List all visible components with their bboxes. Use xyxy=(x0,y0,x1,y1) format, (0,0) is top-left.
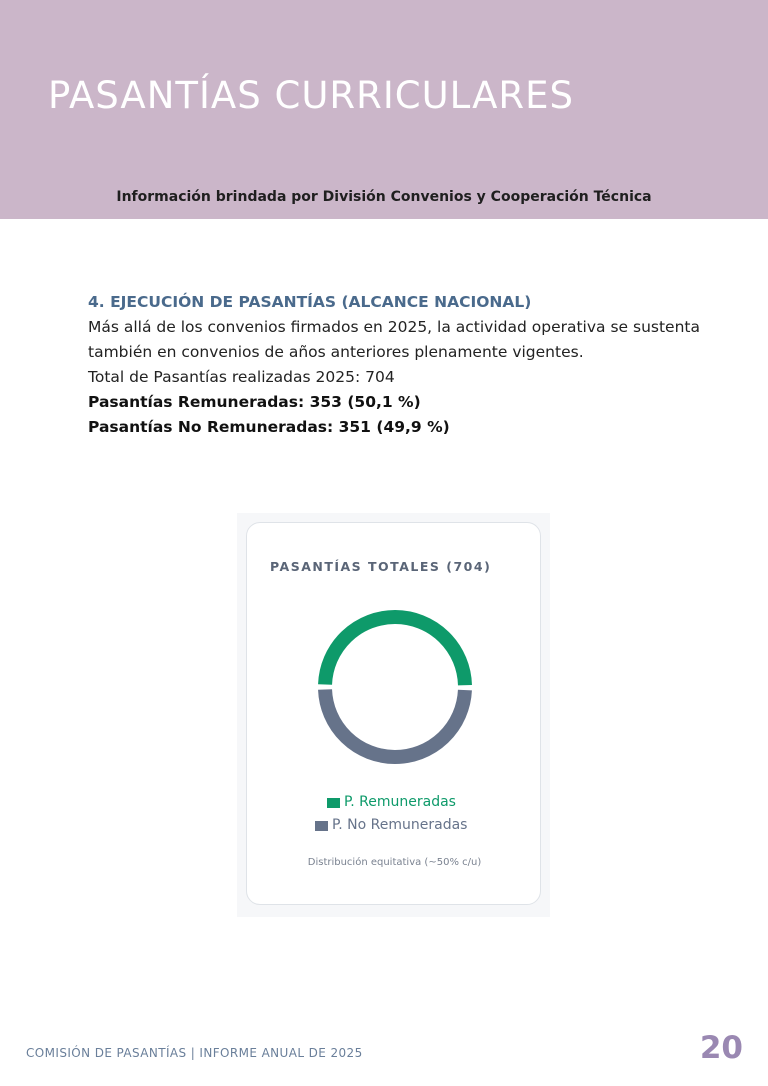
header-banner xyxy=(0,0,768,219)
legend-item-unpaid xyxy=(247,814,542,837)
chart-title: PASANTÍAS TOTALES (704) xyxy=(270,559,492,574)
chart-note: Distribución equitativa (~50% c/u) xyxy=(307,857,482,868)
section-4 xyxy=(88,290,738,440)
donut-slice-paid xyxy=(325,617,465,685)
unpaid-line: Pasantías No Remuneradas: 351 (49,9 %) xyxy=(88,418,450,436)
section-paragraph: Más allá de los convenios firmados en 2025, la actividad operativa se sustenta también en convenios de años anteriores plenamente vigentes. xyxy=(88,318,700,361)
paid-line: Pasantías Remuneradas: 353 (50,1 %) xyxy=(88,393,421,411)
page-subtitle: Información brindada por División Convenios y Cooperación Técnica xyxy=(116,189,652,205)
footer-text: COMISIÓN DE PASANTÍAS | INFORME ANUAL DE 2025 xyxy=(26,1046,363,1060)
legend-swatch-paid xyxy=(327,798,340,808)
legend-label-unpaid: P. No Remuneradas xyxy=(332,817,468,833)
legend-label-paid: P. Remuneradas xyxy=(344,794,456,810)
donut-chart xyxy=(247,523,542,783)
legend-swatch-unpaid xyxy=(315,821,328,831)
donut-slice-unpaid xyxy=(325,689,465,757)
page-title: PASANTÍAS CURRICULARES xyxy=(48,74,574,117)
legend-item-paid xyxy=(247,791,542,814)
section-heading: 4. EJECUCIÓN DE PASANTÍAS (ALCANCE NACIONAL) xyxy=(88,293,532,311)
page-number: 20 xyxy=(699,1030,743,1066)
chart-frame xyxy=(237,513,550,917)
total-line: Total de Pasantías realizadas 2025: 704 xyxy=(88,368,395,386)
chart-card xyxy=(246,522,541,905)
chart-legend xyxy=(247,791,542,837)
